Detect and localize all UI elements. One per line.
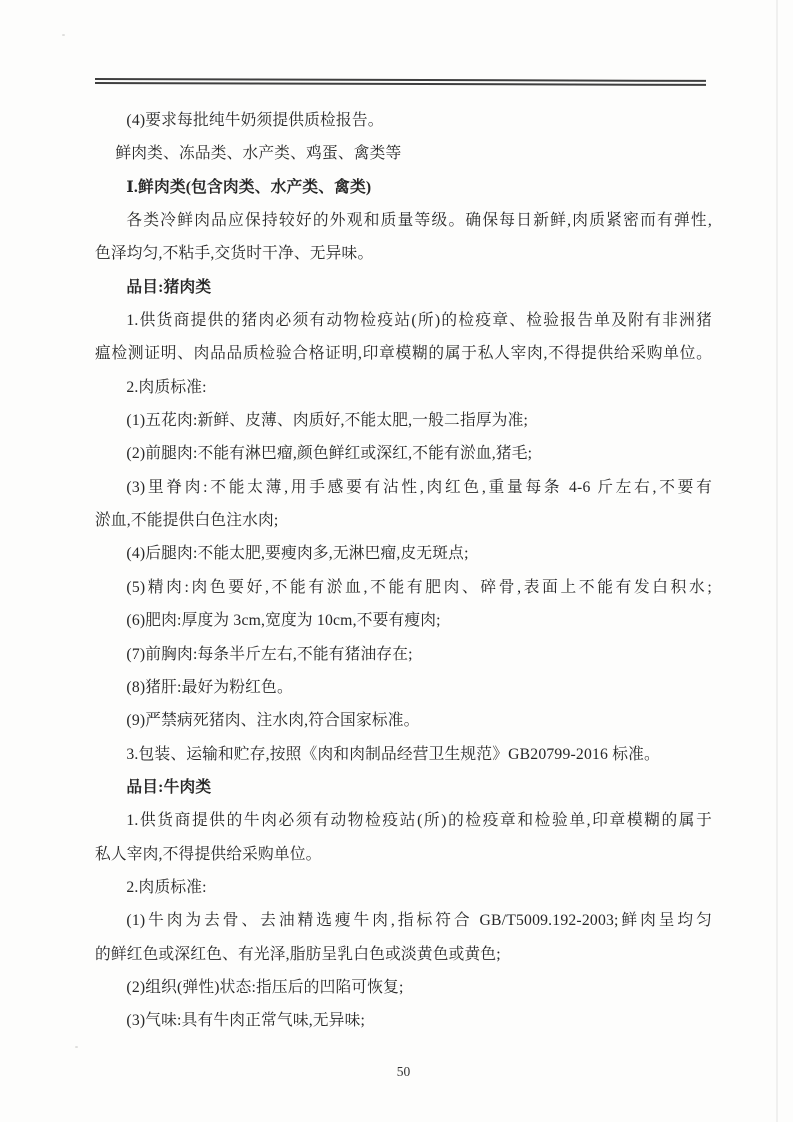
scan-edge-artifact	[776, 0, 778, 1122]
scan-speck	[75, 1046, 78, 1048]
scan-speck	[62, 34, 65, 36]
document-line: 3.包装、运输和贮存,按照《肉和肉制品经营卫生规范》GB20799-2016 标准。	[126, 745, 660, 763]
header-double-rule	[95, 78, 706, 85]
document-line: (9)严禁病死猪肉、注水肉,符合国家标准。	[126, 712, 420, 730]
document-line: (5)精肉:肉色要好,不能有淤血,不能有肥肉、碎骨,表面上不能有发白积水;	[126, 578, 712, 596]
document-line: 2.肉质标准:	[126, 378, 207, 396]
page-number: 50	[396, 1064, 411, 1079]
document-line: 私人宰肉,不得提供给采购单位。	[95, 845, 322, 863]
document-line: (7)前胸肉:每条半斤左右,不能有猪油存在;	[126, 645, 413, 663]
document-line: 淤血,不能提供白色注水肉;	[95, 512, 279, 530]
document-line: (1)牛肉为去骨、去油精选瘦牛肉,指标符合 GB/T5009.192-2003;鲜肉呈均匀	[126, 912, 712, 930]
document-line: 的鲜红色或深红色、有光泽,脂肪呈乳白色或淡黄色或黄色;	[95, 945, 501, 963]
document-line: (8)猪肝:最好为粉红色。	[126, 678, 293, 696]
document-line: (3)气味:具有牛肉正常气味,无异味;	[126, 1012, 366, 1030]
document-line: 瘟检测证明、肉品品质检验合格证明,印章模糊的属于私人宰肉,不得提供给采购单位。	[95, 345, 712, 363]
document-body-text	[95, 104, 712, 1038]
document-line: 1.供货商提供的牛肉必须有动物检疫站(所)的检疫章和检验单,印章模糊的属于	[126, 812, 712, 830]
document-line: (1)五花肉:新鲜、皮薄、肉质好,不能太肥,一般二指厚为准;	[126, 412, 529, 430]
document-line: 色泽均匀,不粘手,交货时干净、无异味。	[95, 245, 374, 263]
document-line: (4)要求每批纯牛奶须提供质检报告。	[126, 112, 384, 129]
document-line: (2)前腿肉:不能有淋巴瘤,颜色鲜红或深红,不能有淤血,猪毛;	[126, 445, 533, 463]
document-line: (4)后腿肉:不能太肥,要瘦肉多,无淋巴瘤,皮无斑点;	[126, 545, 469, 563]
document-line: (2)组织(弹性)状态:指压后的凹陷可恢复;	[126, 978, 404, 996]
document-line: (6)肥肉:厚度为 3cm,宽度为 10cm,不要有瘦肉;	[126, 612, 441, 630]
document-line: 品目:猪肉类	[126, 278, 212, 296]
document-line: 1.供货商提供的猪肉必须有动物检疫站(所)的检疫章、检验报告单及附有非洲猪	[126, 312, 712, 330]
document-line: (3)里脊肉:不能太薄,用手感要有沾性,肉红色,重量每条 4-6 斤左右,不要有	[126, 478, 712, 496]
document-line: 各类冷鲜肉品应保持较好的外观和质量等级。确保每日新鲜,肉质紧密而有弹性,	[126, 212, 712, 230]
document-line: 2.肉质标准:	[126, 878, 207, 896]
document-line: 品目:牛肉类	[126, 778, 212, 796]
document-line: 鲜肉类、冻品类、水产类、鸡蛋、禽类等	[115, 145, 402, 163]
document-line: Ⅰ.鲜肉类(包含肉类、水产类、禽类)	[126, 178, 372, 196]
